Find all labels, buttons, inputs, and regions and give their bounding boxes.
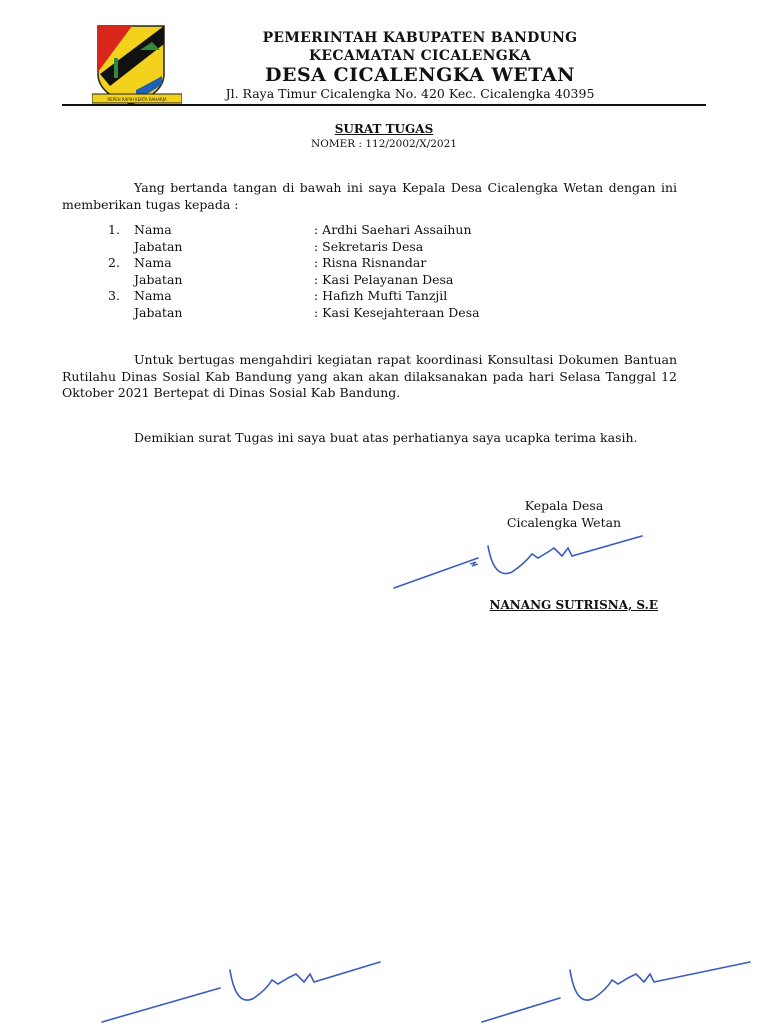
- purpose-paragraph: Untuk bertugas mengahdiri kegiatan rapat koordinasi Konsultasi Dokumen Bantuan Rutilahu Dinas Sosial Kab Bandung yang akan akan dilaksanakan pada hari Selasa Tanggal 12 Oktober 2021 Bertepat di Dinas Sosial Kab Bandung.: [62, 352, 677, 401]
- signatory-name: NANANG SUTRISNA, S.E: [489, 598, 658, 612]
- letterhead-address: Jl. Raya Timur Cicalengka No. 420 Kec. Cicalengka 40395: [225, 86, 595, 101]
- intro-paragraph: Yang bertanda tangan di bawah ini saya Kepala Desa Cicalengka Wetan dengan ini memberikan tugas kepada :: [62, 180, 677, 212]
- initial-signature-left: [100, 958, 390, 1024]
- letterhead-village: DESA CICALENGKA WETAN: [265, 64, 575, 86]
- signature-title: Kepala Desa Cicalengka Wetan: [506, 498, 622, 530]
- handwritten-signature: [392, 534, 652, 594]
- document-title: SURAT TUGAS: [334, 122, 434, 136]
- letterhead-district: KECAMATAN CICALENGKA: [308, 48, 532, 64]
- letterhead-divider: [62, 104, 706, 106]
- letterhead-regency: PEMERINTAH KABUPATEN BANDUNG: [262, 30, 578, 46]
- logo-motto: REPEH RAPIH KERTA RAHARJA: [107, 97, 167, 102]
- closing-paragraph: Demikian surat Tugas ini saya buat atas perhatianya saya ucapka terima kasih.: [134, 430, 638, 445]
- initial-signature-right: [480, 958, 768, 1024]
- regency-emblem-logo: [92, 24, 182, 106]
- document-number: NOMER : 112/2002/X/2021: [311, 138, 457, 150]
